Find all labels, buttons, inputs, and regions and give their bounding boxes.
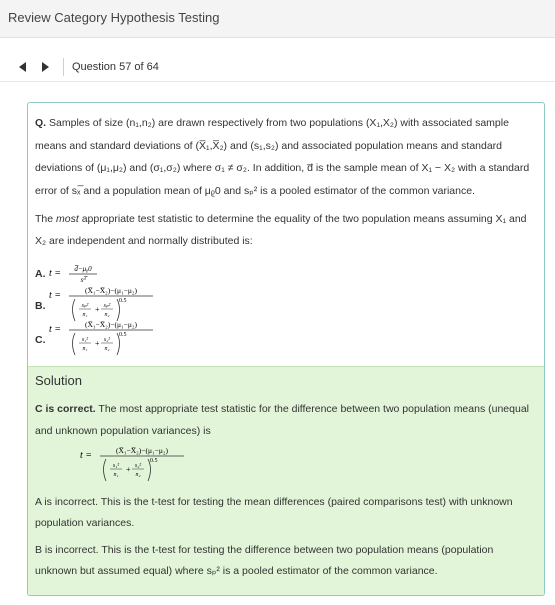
solution-formula-var: t = [80, 450, 93, 461]
solution-formula-den-b: n₁ [113, 472, 119, 478]
question-prefix: Q. [35, 117, 47, 129]
option-c-den-a: s₁² [81, 337, 88, 343]
option-a[interactable] [35, 263, 129, 285]
question-text: Samples of size (n₁,n₂) are drawn respectively from two populations (X₁,X₂) with associated sample means and standard deviations of (X̅₁,X̅₂) and (s₁,s₂) and associated population means and standard deviations of (μ₁,μ₂) and (σ₁,σ₂) where σ₁ ≠ σ₂. In addition, d̅ is the sample mean of X₁ − X₂ with a standard error of sₓ̅ and a population mean of μᵨ0 and sₚ² is a pooled estimator of the common variance. [35, 117, 530, 197]
solution-correct-body: The most appropriate test statistic for the difference between two population means (unequal and unknown population variances) is [35, 403, 529, 437]
option-c-den-b: n₁ [81, 346, 88, 352]
option-c-exp: 0.5 [118, 332, 126, 338]
solution-formula-den-c: s₂² [134, 463, 142, 469]
option-a-label: A. [35, 268, 46, 280]
option-b-den-b: n₁ [81, 312, 88, 318]
solution-formula [80, 445, 200, 490]
option-c-var: t = [48, 324, 61, 335]
question-card [27, 102, 545, 596]
nav-divider [63, 58, 64, 76]
option-b-den-c: sₚ² [103, 303, 110, 309]
solution-formula-exp: 0.5 [150, 458, 158, 464]
option-b-den-d: n₂ [103, 312, 110, 318]
solution-formula-num: (X̅₁−X̅₂)−(μ₁−μ₂) [115, 446, 169, 455]
option-c[interactable] [35, 319, 169, 361]
solution-title: Solution [35, 373, 82, 388]
solution-formula-den-a: s₁² [112, 463, 120, 469]
question-text-block [35, 112, 537, 202]
option-b-num: (X̅₁−X̅₂)−(μ₁−μ₂) [84, 286, 137, 295]
header-bar [0, 0, 555, 38]
svg-text:+: + [126, 465, 131, 474]
option-b-var: t = [48, 290, 61, 301]
solution-formula-den-d: n₂ [135, 472, 141, 478]
page-title: Review Category Hypothesis Testing [8, 10, 220, 25]
option-a-var: t = [48, 268, 61, 279]
option-a-den: sᵈ̅ [80, 276, 85, 284]
triangle-right-icon [42, 62, 50, 72]
svg-text:+: + [94, 339, 100, 348]
option-b-den-a: sₚ² [81, 303, 88, 309]
stem-emphasis: most [56, 213, 79, 225]
option-c-formula [49, 319, 169, 361]
option-a-num: d̅−μᵨ0 [73, 265, 92, 273]
option-c-label: C. [35, 334, 46, 346]
solution-panel [28, 366, 545, 596]
solution-formula-svg [80, 445, 200, 487]
question-counter: Question 57 of 64 [72, 61, 159, 73]
option-c-num: (X̅₁−X̅₂)−(μ₁−μ₂) [84, 320, 137, 329]
option-b-exp: 0.5 [118, 298, 126, 304]
stem-pre: The [35, 213, 57, 225]
triangle-left-icon [19, 62, 27, 72]
stem-post: appropriate test statistic to determine the equality of the two population means assuming X₁ and X₂ are independent and normally distributed is: [35, 213, 527, 247]
option-b-label: B. [35, 300, 46, 312]
question-stem [35, 208, 537, 252]
option-a-formula [49, 263, 129, 285]
prev-question-button[interactable] [19, 62, 29, 72]
solution-b-text: B is incorrect. This is the t-test for testing the difference between two population means (population unknown but assumed equal) where sₚ² is a pooled estimator of the common variance. [35, 544, 494, 577]
solution-correct-text [35, 398, 537, 442]
svg-text:+: + [94, 305, 100, 314]
solution-a-text: A is incorrect. This is the t-test for testing the mean differences (paired comparisons test) with unknown population variances. [35, 496, 513, 529]
solution-correct-bold: C is correct. [35, 403, 96, 415]
option-c-den-c: s₂² [103, 337, 110, 343]
next-question-button[interactable] [42, 62, 52, 72]
question-nav [0, 52, 555, 82]
option-c-den-d: n₂ [103, 346, 110, 352]
